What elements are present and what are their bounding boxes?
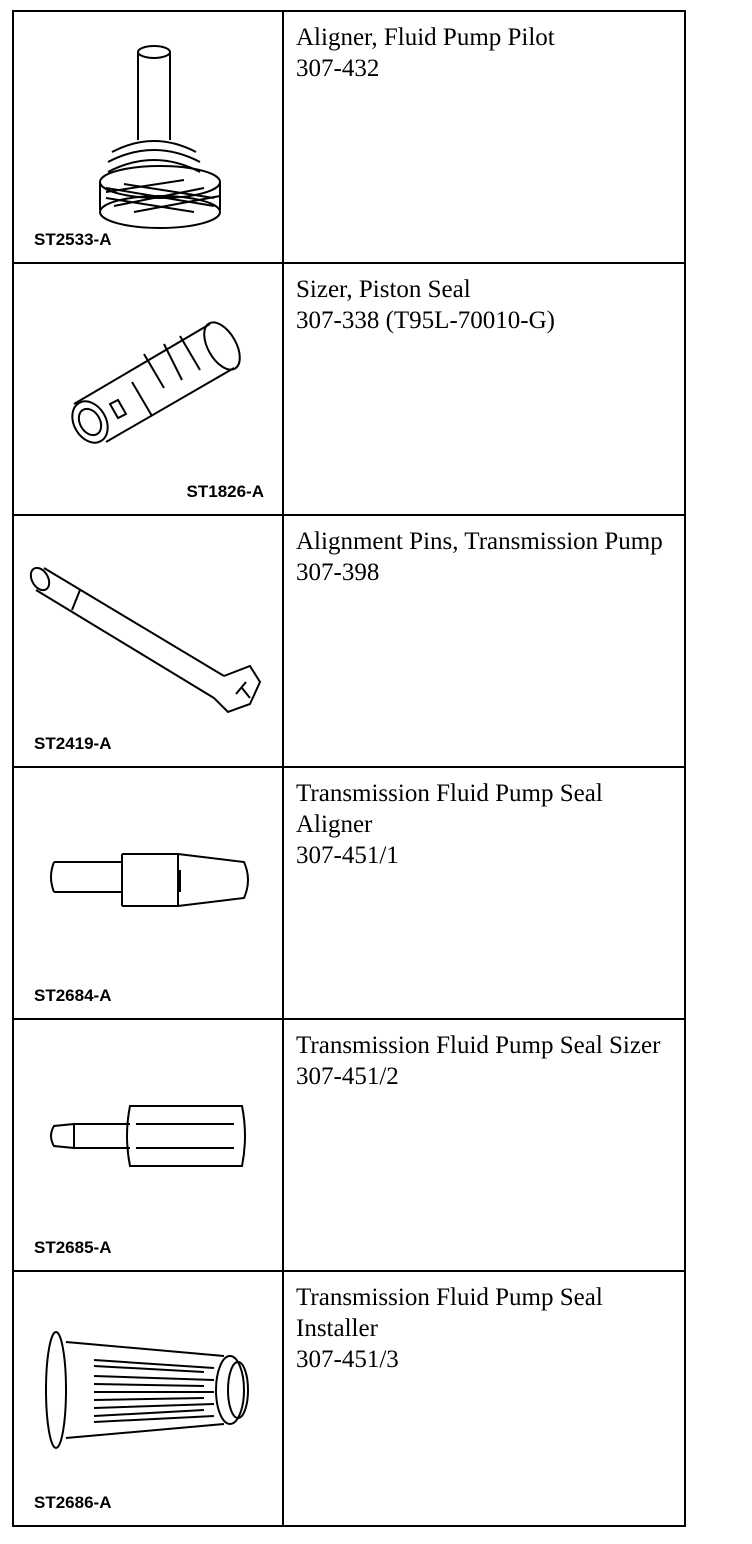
- tool-description: [284, 12, 684, 262]
- tool-image-cell: [14, 768, 284, 1018]
- tool-name: Alignment Pins, Transmission Pump: [296, 528, 663, 555]
- tool-row: [14, 12, 684, 264]
- tool-row: [14, 264, 684, 516]
- tool-row: [14, 1020, 684, 1272]
- tool-row: [14, 1272, 684, 1525]
- fluid-pump-pilot-aligner-icon: [14, 12, 284, 262]
- tool-description: [284, 1272, 684, 1525]
- tool-part-number: 307-451/2: [296, 1063, 399, 1090]
- tool-description: [284, 768, 684, 1018]
- tool-image-code: ST1826-A: [186, 482, 264, 501]
- tool-name: Aligner, Fluid Pump Pilot: [296, 24, 555, 51]
- tool-part-number: 307-451/1: [296, 842, 399, 869]
- tool-image-cell: [14, 264, 284, 514]
- tool-part-number: 307-451/3: [296, 1346, 399, 1373]
- special-tools-table: [12, 10, 686, 1527]
- tool-description: [284, 1020, 684, 1270]
- pump-seal-sizer-icon: [14, 1020, 284, 1270]
- tool-image-code: ST2685-A: [34, 1238, 112, 1257]
- tool-name: Transmission Fluid Pump Seal Aligner: [296, 780, 603, 838]
- piston-seal-sizer-icon: [14, 264, 284, 514]
- pump-seal-installer-icon: [14, 1272, 284, 1522]
- tool-description: [284, 264, 684, 514]
- tool-image-code: ST2686-A: [34, 1493, 112, 1512]
- tool-image-code: ST2684-A: [34, 986, 112, 1005]
- tool-image-code: ST2533-A: [34, 230, 112, 249]
- pump-seal-aligner-icon: [14, 768, 284, 1018]
- tool-row: [14, 516, 684, 768]
- tool-row: [14, 768, 684, 1020]
- tool-part-number: 307-398: [296, 559, 380, 586]
- tool-image-cell: [14, 1272, 284, 1525]
- tool-name: Transmission Fluid Pump Seal Sizer: [296, 1032, 661, 1059]
- tool-image-cell: [14, 1020, 284, 1270]
- tool-image-cell: [14, 12, 284, 262]
- tool-image-code: ST2419-A: [34, 734, 112, 753]
- tool-description: [284, 516, 684, 766]
- tool-name: Transmission Fluid Pump Seal Installer: [296, 1284, 603, 1342]
- tool-part-number: 307-432: [296, 55, 380, 82]
- tool-part-number: 307-338 (T95L-70010-G): [296, 307, 555, 334]
- alignment-pin-icon: [14, 516, 284, 766]
- tool-image-cell: [14, 516, 284, 766]
- tool-name: Sizer, Piston Seal: [296, 276, 471, 303]
